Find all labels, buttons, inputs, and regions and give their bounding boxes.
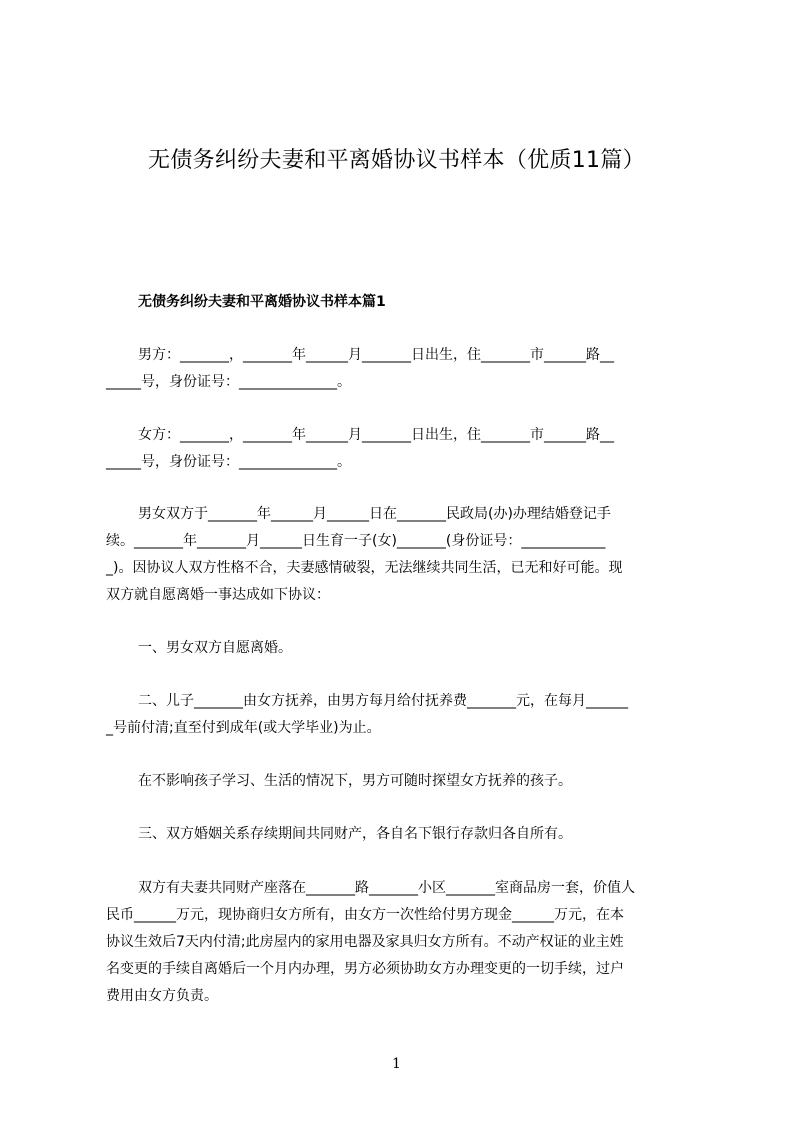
paragraph-line: 民币______万元，现协商归女方所有，由女方一次性给付男方现金______万元，在本 — [106, 907, 624, 923]
paragraph-line: 名变更的手续自离婚后一个月内办理，男方必须协助女方办理变更的一切手续，过户 — [106, 961, 624, 977]
paragraph-line: 女方：_______，_______年______月_______日出生，住_______市______路__ — [138, 427, 614, 443]
document-title: 无债务纠纷夫妻和平离婚协议书样本（优质11篇） — [148, 148, 645, 173]
paragraph-line: 二、儿子_______由女方抚养，由男方每月给付抚养费_______元，在每月______ — [138, 693, 628, 709]
paragraph-line: 协议生效后7天内付清;此房屋内的家用电器及家具归女方所有。不动产权证的业主姓 — [106, 934, 624, 950]
paragraph-line: 三、双方婚姻关系存续期间共同财产，各自名下银行存款归各自所有。 — [138, 826, 572, 842]
section-heading: 无债务纠纷夫妻和平离婚协议书样本篇1 — [138, 294, 386, 310]
paragraph-line: 一、男女双方自愿离婚。 — [138, 640, 292, 656]
paragraph-line: _)。因协议人双方性格不合，夫妻感情破裂，无法继续共同生活，已无和好可能。现 — [106, 560, 623, 576]
paragraph-line: 续。_______年_______月______日生育一子(女)_______(身份证号：____________ — [106, 533, 606, 549]
paragraph-line: _____号，身份证号：______________。 — [106, 374, 351, 390]
paragraph-line: _号前付清;直至付到成年(或大学毕业)为止。 — [106, 720, 381, 736]
paragraph-line: 双方就自愿离婚一事达成如下协议： — [106, 587, 330, 603]
paragraph-line: 男方：_______，_______年______月_______日出生，住_______市______路__ — [138, 347, 614, 363]
paragraph-line: 费用由女方负责。 — [106, 988, 218, 1004]
paragraph-line: 双方有夫妻共同财产座落在_______路_______小区_______室商品房一套，价值人 — [138, 880, 635, 896]
paragraph-line: 男女双方于_______年______月______日在_______民政局(办)办理结婚登记手 — [138, 506, 611, 522]
page-number: 1 — [392, 1056, 401, 1072]
paragraph-line: _____号，身份证号：______________。 — [106, 454, 351, 470]
paragraph-line: 在不影响孩子学习、生活的情况下，男方可随时探望女方抚养的孩子。 — [138, 773, 572, 789]
